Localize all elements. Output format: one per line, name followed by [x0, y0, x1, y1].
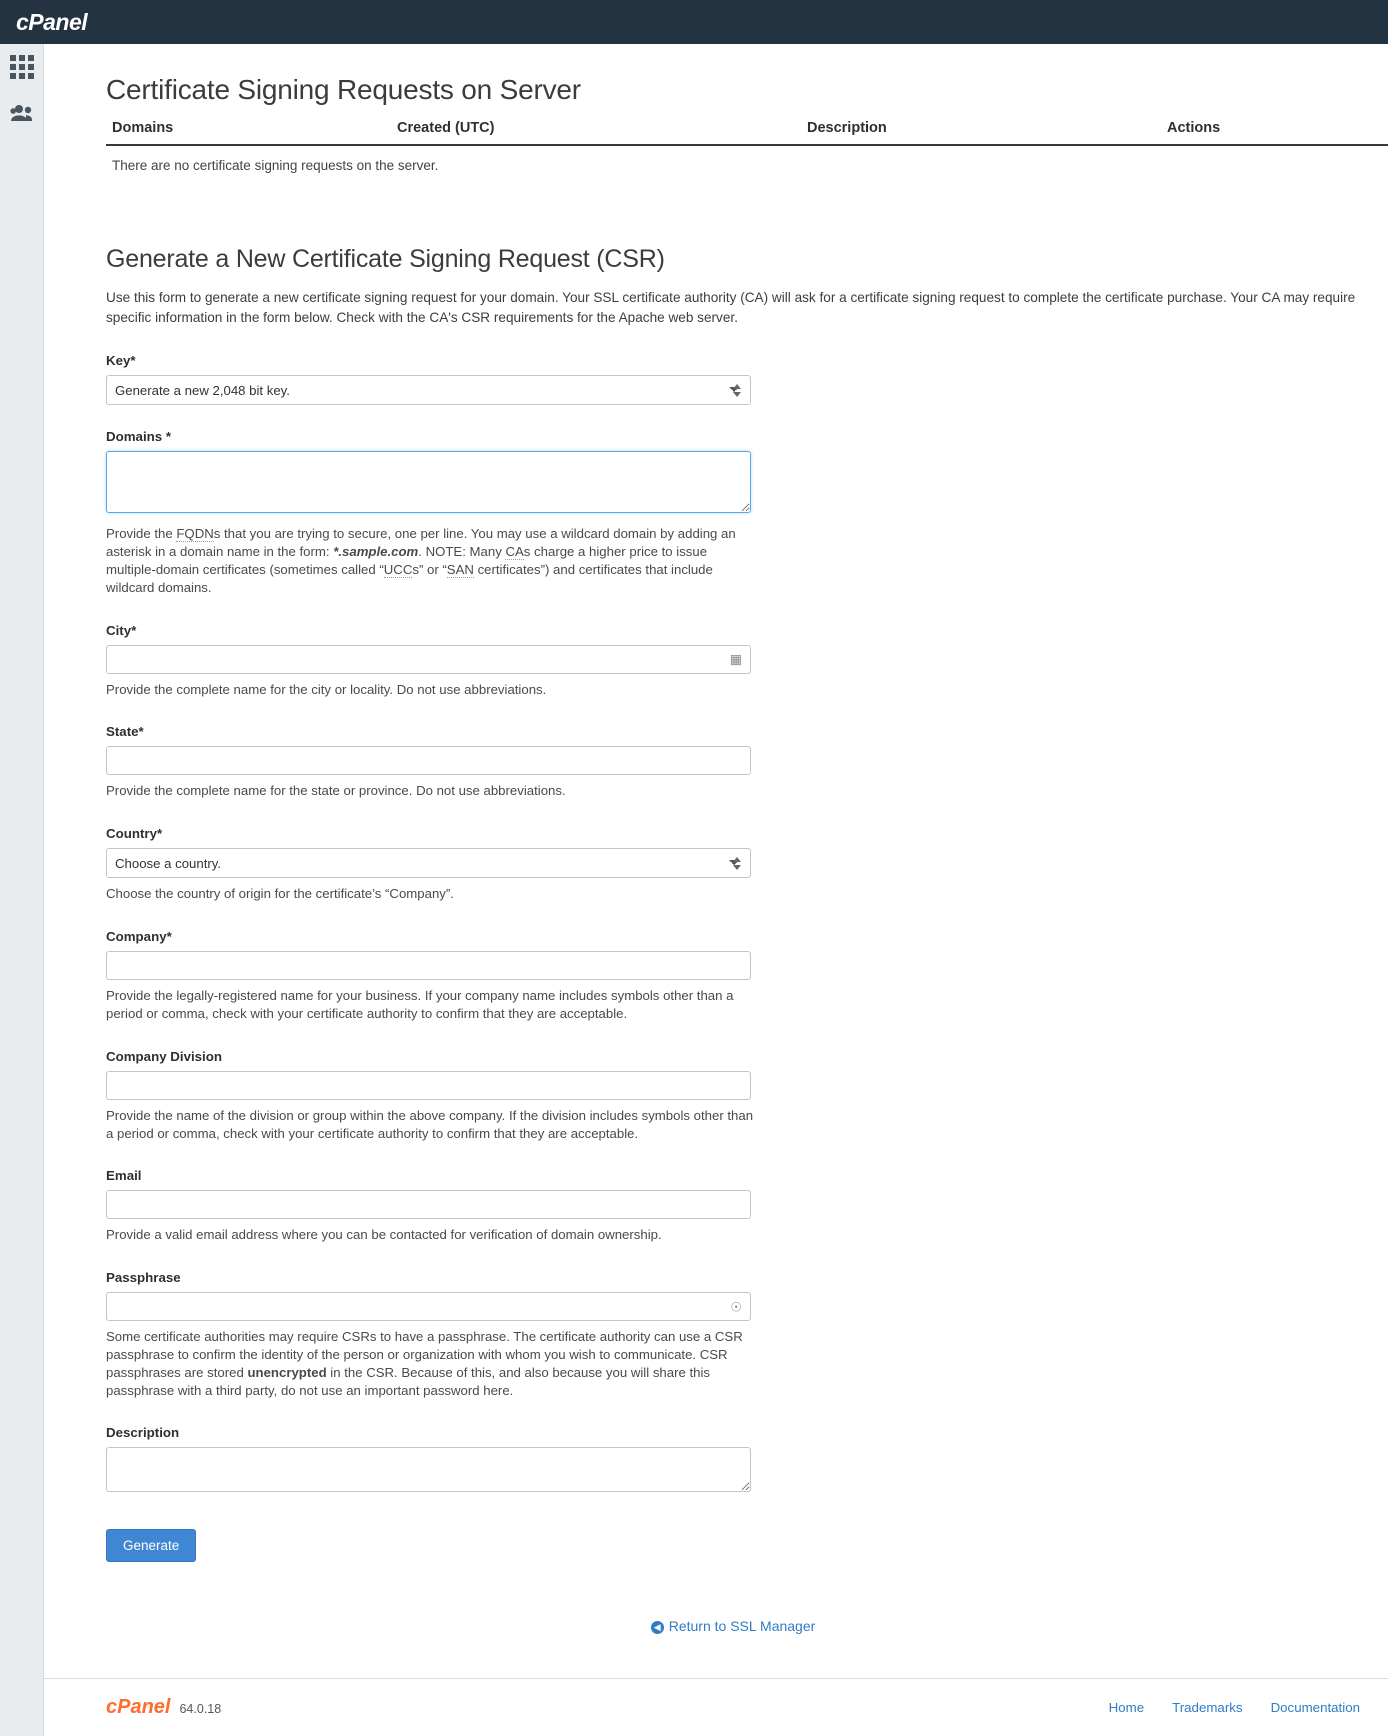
field-country [106, 826, 1360, 903]
top-bar [0, 0, 1388, 44]
cpanel-logo[interactable]: cPanel [16, 8, 88, 35]
key-icon: ☉ [730, 1299, 742, 1315]
main-content [44, 74, 1388, 1678]
bottom-spacer [106, 1634, 1360, 1678]
field-email [106, 1168, 1360, 1244]
city-input[interactable] [106, 645, 751, 674]
key-select[interactable] [106, 375, 751, 405]
table-row [106, 145, 1388, 185]
city-label: City* [106, 622, 137, 638]
column-header-description: Description [801, 120, 1161, 145]
table-header-row [106, 120, 1388, 145]
passphrase-help: Some certificate authorities may require CSRs to have a passphrase. The certificate authority can use a CSR passphrase to confirm the identity of the person or organization with whom you wish to communicate. CSR passphrases are stored unencrypted in the CSR. Because of this, and also because you will share this passphrase with a third party, do not use an important password here. [106, 1329, 743, 1398]
sidebar-item-users[interactable] [0, 90, 44, 136]
passphrase-input-wrapper [106, 1292, 751, 1321]
description-textarea[interactable] [106, 1447, 751, 1492]
table-empty-message: There are no certificate signing requests on the server. [112, 158, 439, 173]
key-select-wrapper [106, 375, 751, 405]
city-input-wrapper [106, 645, 751, 674]
domains-label: Domains * [106, 429, 172, 445]
city-help: Provide the complete name for the city or locality. Do not use abbreviations. [106, 681, 547, 697]
email-input[interactable] [106, 1190, 751, 1219]
users-icon [10, 104, 34, 122]
sidebar-item-applications[interactable] [0, 44, 44, 90]
return-link-label: Return to SSL Manager [668, 1618, 816, 1635]
field-passphrase [106, 1270, 1360, 1399]
apps-grid-icon [10, 55, 34, 79]
passphrase-input[interactable] [106, 1292, 751, 1321]
state-input[interactable] [106, 746, 751, 775]
city-icon: ▦ [729, 651, 742, 667]
field-company [106, 929, 1360, 1023]
company-input[interactable] [106, 951, 751, 980]
email-help: Provide a valid email address where you can be contacted for verification of domain ownership. [106, 1227, 662, 1243]
company-label: Company* [106, 929, 172, 945]
column-header-created: Created (UTC) [391, 120, 801, 145]
field-domains [106, 429, 1360, 596]
generate-button[interactable]: Generate [106, 1529, 196, 1562]
company-help: Provide the legally-registered name for your business. If your company name includes symbols other than a period or comma, check with your certificate authority to confirm that they are acceptable. [106, 988, 734, 1021]
country-help: Choose the country of origin for the certificate’s “Company”. [106, 886, 454, 902]
return-link[interactable] [651, 1618, 816, 1634]
cpanel-footer-logo: cPanel [106, 1696, 171, 1719]
passphrase-label: Passphrase [106, 1270, 181, 1286]
page-footer [44, 1678, 1388, 1736]
company-division-input[interactable] [106, 1071, 751, 1100]
field-key [106, 353, 1360, 405]
description-label: Description [106, 1425, 180, 1441]
footer-links [1109, 1700, 1360, 1715]
footer-link-documentation[interactable]: Documentation [1270, 1700, 1360, 1716]
email-label: Email [106, 1168, 142, 1184]
footer-link-trademarks[interactable]: Trademarks [1172, 1700, 1243, 1716]
column-header-domains: Domains [106, 120, 391, 145]
country-label: Country* [106, 826, 163, 842]
company-division-label: Company Division [106, 1048, 222, 1064]
csr-table [106, 120, 1388, 185]
state-help: Provide the complete name for the state or province. Do not use abbreviations. [106, 783, 566, 799]
key-label: Key* [106, 353, 136, 369]
column-header-actions: Actions [1161, 120, 1388, 145]
domains-help: Provide the FQDNs that you are trying to secure, one per line. You may use a wildcard domain by adding an asterisk in a domain name in the form: *.sample.com. NOTE: Many CAs charge a higher price to issue multiple-domain certificates (sometimes called “UCCs” or “SAN certificates”) and certificates that include wildcard domains. [106, 526, 736, 595]
footer-version: 64.0.18 [179, 1702, 222, 1717]
left-arrow-icon: ◀ [651, 1621, 664, 1634]
section-intro: Use this form to generate a new certificate signing request for your domain. Your SSL certificate authority (CA) will ask for a certificate signing request to complete the certificate purchase. Your CA may require specific information in the form below. Check with the CA's CSR requirements for the Apache web server. [106, 290, 1356, 325]
field-company-division [106, 1049, 1360, 1143]
return-to-ssl-manager [106, 1618, 1360, 1634]
country-select-wrapper [106, 848, 751, 878]
field-city [106, 623, 1360, 699]
left-rail [0, 44, 44, 1736]
company-division-help: Provide the name of the division or group within the above company. If the division includes symbols other than a period or comma, check with your certificate authority to confirm that they are acceptable. [106, 1107, 754, 1141]
footer-link-home[interactable]: Home [1108, 1700, 1145, 1716]
section-title: Generate a New Certificate Signing Request (CSR) [106, 245, 665, 273]
domains-textarea[interactable] [106, 451, 751, 513]
page-title: Certificate Signing Requests on Server [106, 74, 581, 105]
field-state [106, 724, 1360, 800]
field-description [106, 1425, 1360, 1497]
state-label: State* [106, 724, 144, 740]
footer-branding [106, 1696, 221, 1719]
country-select[interactable] [106, 848, 751, 878]
